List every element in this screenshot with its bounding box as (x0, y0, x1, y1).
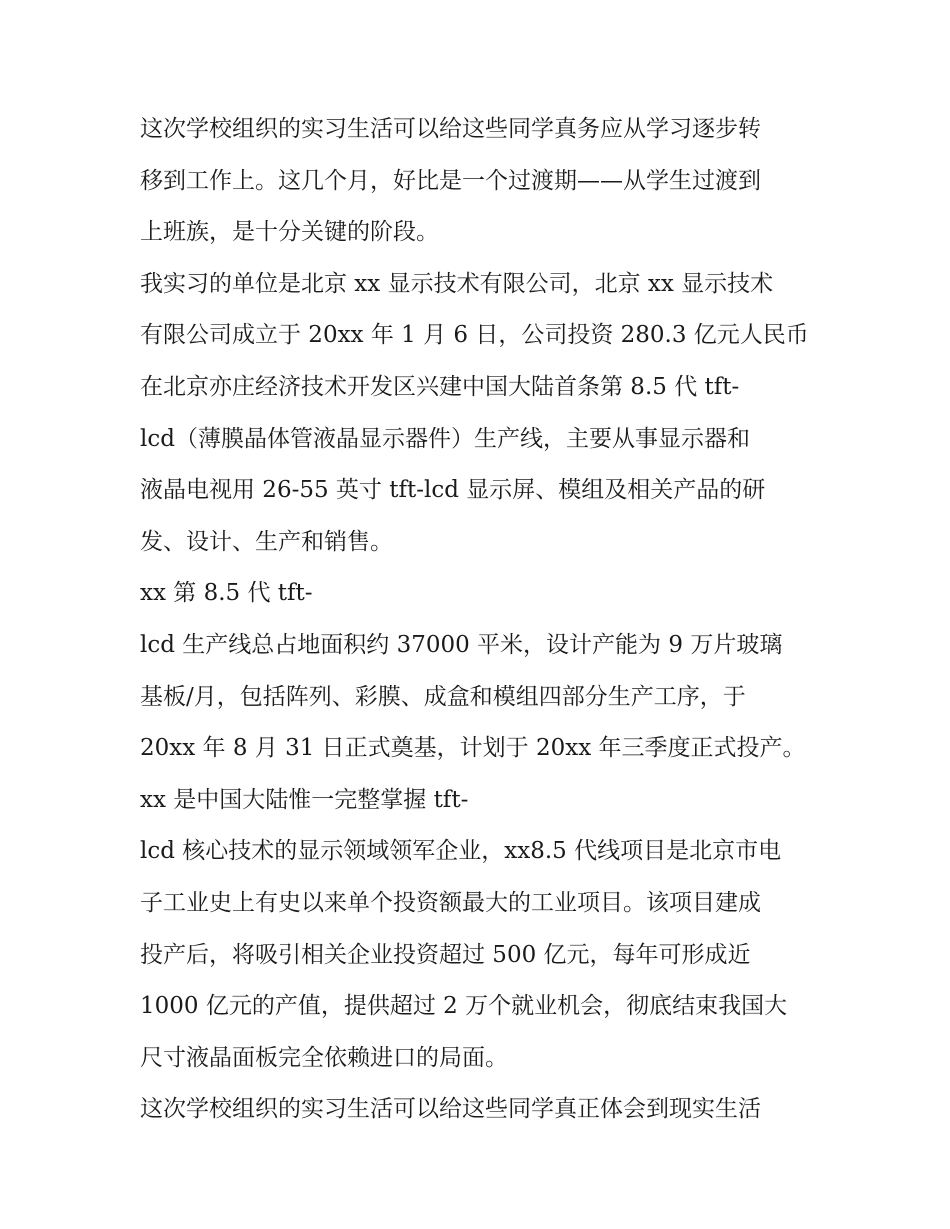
text-line: xx 是中国大陆惟一完整掌握 tft- (140, 786, 469, 813)
text-line: 这次学校组织的实习生活可以给这些同学真务应从学习逐步转 (140, 116, 761, 142)
text-line: 1000 亿元的产值，提供超过 2 万个就业机会，彻底结束我国大 (140, 993, 788, 1020)
document-body (140, 104, 820, 1136)
text-line: 基板/月，包括阵列、彩膜、成盒和模组四部分生产工序，于 (140, 683, 746, 710)
text-line: lcd 生产线总占地面积约 37000 平米，设计产能为 9 万片玻璃 (140, 631, 783, 658)
text-line: 在北京亦庄经济技术开发区兴建中国大陆首条第 8.5 代 tft- (140, 373, 740, 400)
text-line: 投产后，将吸引相关企业投资超过 500 亿元，每年可形成近 (140, 941, 751, 968)
text-line: 发、设计、生产和销售。 (140, 528, 393, 555)
text-line: 液晶电视用 26-55 英寸 tft-lcd 显示屏、模组及相关产品的研 (140, 477, 766, 504)
text-line: xx 第 8.5 代 tft- (140, 580, 313, 607)
text-line: lcd 核心技术的显示领域领军企业，xx8.5 代线项目是北京市电 (140, 838, 782, 865)
text-line: 上班族，是十分关键的阶段。 (140, 219, 439, 246)
text-line: 子工业史上有史以来单个投资额最大的工业项目。该项目建成 (140, 889, 761, 916)
text-line: lcd（薄膜晶体管液晶显示器件）生产线，主要从事显示器和 (140, 425, 750, 452)
text-line: 尺寸液晶面板完全依赖进口的局面。 (140, 1044, 508, 1071)
text-line: 我实习的单位是北京 xx 显示技术有限公司，北京 xx 显示技术 (140, 270, 774, 297)
text-line: 有限公司成立于 20xx 年 1 月 6 日，公司投资 280.3 亿元人民币 (140, 322, 809, 349)
text-line: 这次学校组织的实习生活可以给这些同学真正体会到现实生活 (140, 1096, 761, 1123)
text-line: 移到工作上。这几个月，好比是一个过渡期——从学生过渡到 (140, 167, 761, 194)
text-line: 20xx 年 8 月 31 日正式奠基，计划于 20xx 年三季度正式投产。 (140, 735, 806, 762)
